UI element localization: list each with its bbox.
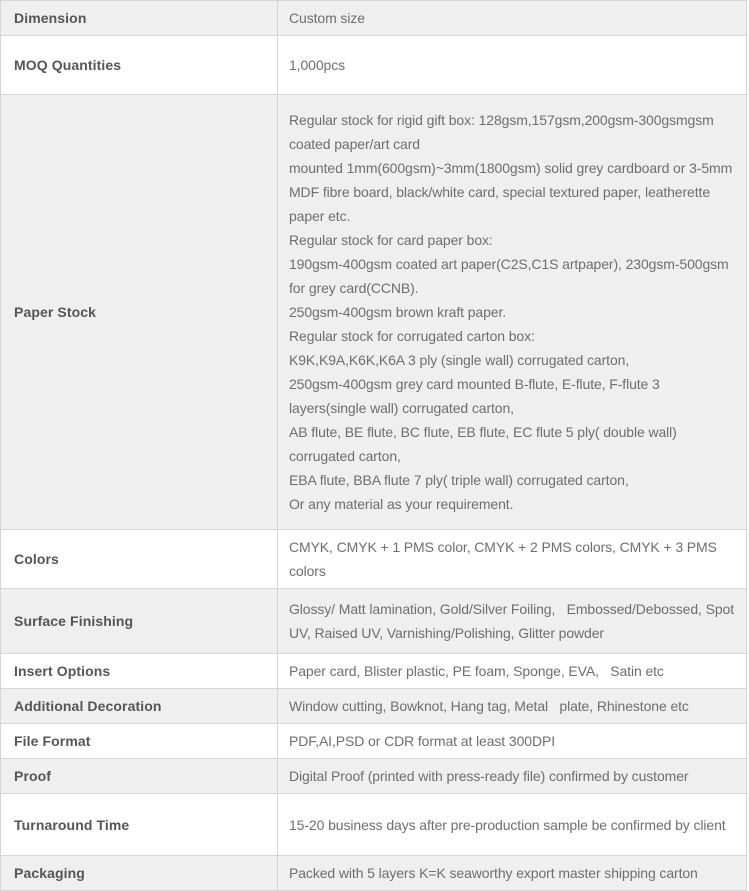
- spec-value: CMYK, CMYK + 1 PMS color, CMYK + 2 PMS colors, CMYK + 3 PMS colors: [278, 530, 747, 589]
- spec-label: Packaging: [1, 856, 278, 891]
- spec-label: Colors: [1, 530, 278, 589]
- spec-value: 1,000pcs: [278, 36, 747, 95]
- spec-value: Custom size: [278, 1, 747, 36]
- spec-value: Digital Proof (printed with press-ready file) confirmed by customer: [278, 759, 747, 794]
- spec-label: File Format: [1, 724, 278, 759]
- table-row: [1, 654, 747, 689]
- spec-value: Window cutting, Bowknot, Hang tag, Metal plate, Rhinestone etc: [278, 689, 747, 724]
- spec-value: Packed with 5 layers K=K seaworthy export master shipping carton: [278, 856, 747, 891]
- spec-value-line: Regular stock for rigid gift box: 128gsm,157gsm,200gsm-300gsmgsm coated paper/art card: [289, 112, 718, 152]
- spec-value: Glossy/ Matt lamination, Gold/Silver Foiling, Embossed/Debossed, Spot UV, Raised UV, Varnishing/Polishing, Glitter powder: [278, 589, 747, 654]
- table-row: [1, 759, 747, 794]
- spec-value-line: EBA flute, BBA flute 7 ply( triple wall) corrugated carton,: [289, 472, 629, 488]
- spec-label: Turnaround Time: [1, 794, 278, 856]
- spec-value-line: AB flute, BE flute, BC flute, EB flute, EC flute 5 ply( double wall) corrugated carton,: [289, 424, 681, 464]
- spec-value-line: 250gsm-400gsm brown kraft paper.: [289, 304, 507, 320]
- table-row: [1, 724, 747, 759]
- spec-value: [278, 95, 747, 530]
- table-row: [1, 689, 747, 724]
- spec-value-line: 190gsm-400gsm coated art paper(C2S,C1S artpaper), 230gsm-500gsm for grey card(CCNB).: [289, 256, 733, 296]
- spec-value-line: 250gsm-400gsm grey card mounted B-flute, E-flute, F-flute 3 layers(single wall) corrugated carton,: [289, 376, 664, 416]
- spec-value: 15-20 business days after pre-production sample be confirmed by client: [278, 794, 747, 856]
- spec-value-line: Regular stock for corrugated carton box:: [289, 328, 535, 344]
- spec-label: Surface Finishing: [1, 589, 278, 654]
- table-row: [1, 1, 747, 36]
- spec-label: Proof: [1, 759, 278, 794]
- spec-value: Paper card, Blister plastic, PE foam, Sponge, EVA, Satin etc: [278, 654, 747, 689]
- spec-value-line: K9K,K9A,K6K,K6A 3 ply (single wall) corrugated carton,: [289, 352, 630, 368]
- spec-label: Additional Decoration: [1, 689, 278, 724]
- table-row: [1, 794, 747, 856]
- table-row: [1, 95, 747, 530]
- spec-value: PDF,AI,PSD or CDR format at least 300DPI: [278, 724, 747, 759]
- spec-label: Insert Options: [1, 654, 278, 689]
- spec-table-body: [1, 1, 747, 891]
- table-row: [1, 530, 747, 589]
- table-row: [1, 856, 747, 891]
- spec-label: MOQ Quantities: [1, 36, 278, 95]
- spec-value-line: Regular stock for card paper box:: [289, 232, 493, 248]
- table-row: [1, 589, 747, 654]
- spec-value-line: mounted 1mm(600gsm)~3mm(1800gsm) solid grey cardboard or 3-5mm MDF fibre board, black/white card, special textured paper, leatherette paper etc.: [289, 160, 736, 224]
- spec-value-line: Or any material as your requirement.: [289, 496, 514, 512]
- table-row: [1, 36, 747, 95]
- spec-label: Dimension: [1, 1, 278, 36]
- spec-label: Paper Stock: [1, 95, 278, 530]
